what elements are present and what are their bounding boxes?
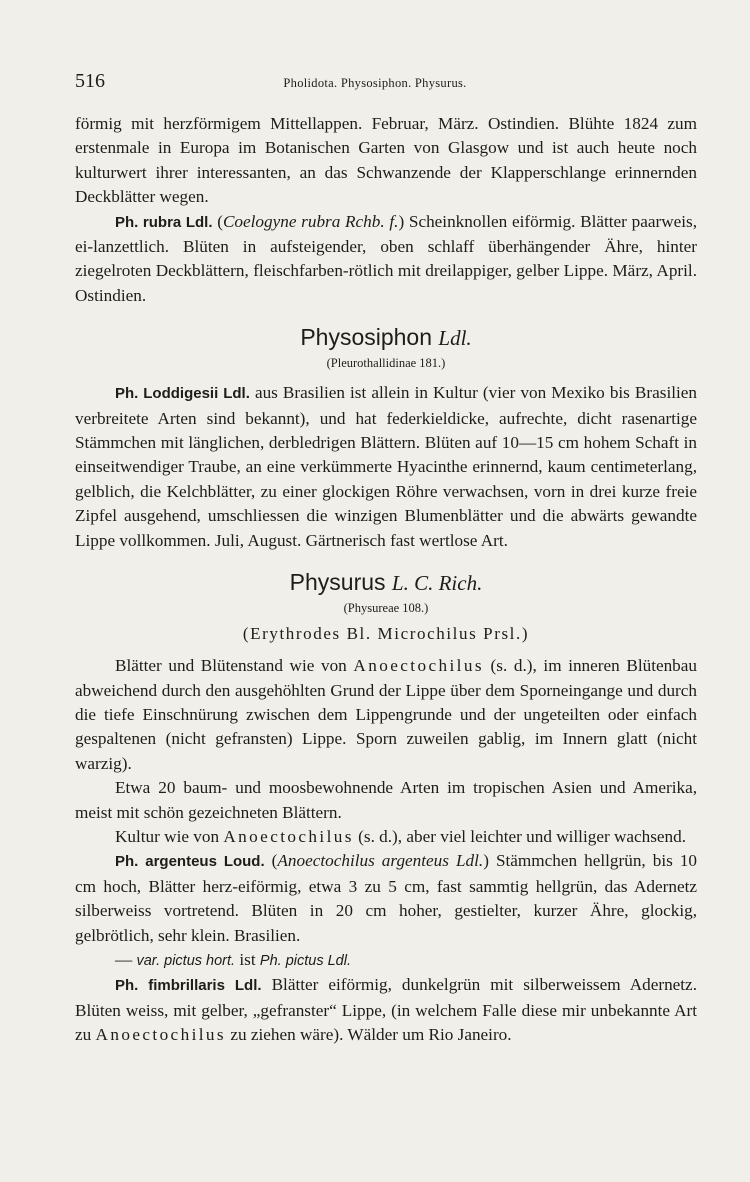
species-reference: Ph. pictus Ldl.: [259, 952, 351, 969]
paragraph-ph-fimbrillaris: [75, 973, 697, 1047]
text: (s. d.), aber viel leichter und williger wachsend.: [353, 826, 687, 846]
synonym: Anoectochilus argenteus Ldl.: [277, 851, 484, 871]
species-name: Ph. argenteus Loud.: [115, 853, 265, 871]
paragraph-genus-description: [75, 654, 697, 776]
species-name: Ph. Loddigesii Ldl.: [115, 385, 250, 403]
paragraph-continuation: förmig mit herzförmigem Mittellappen. Februar, März. Ostindien. Blühte 1824 zum erstenmale in Europa im Botanischen Garten von Glasgow und ist auch heute noch kulturwert ihrer interessanten, an das Schwanzende der Klapperschlange erinnernden Deckblätter wegen.: [75, 114, 697, 207]
genus-title: Physosiphon: [300, 324, 433, 351]
genus-heading-physurus: [75, 567, 697, 598]
description: Scheinknollen eiförmig. Blätter paarweis, ei-lanzettlich. Blüten in aufsteigender, oben schlaff überhängender Ähre, hinter ziegelroten Deckblättern, fleischfarben-rötlich mit dreilappiger, gelber Lippe. März, April. Ostindien.: [75, 211, 697, 305]
paren: ): [398, 211, 405, 231]
species-name: Ph. fimbrillaris Ldl.: [115, 977, 262, 995]
paragraph-species-count: Etwa 20 baum- und moosbewohnende Arten im tropischen Asien und Amerika, meist mit schön gezeichneten Blättern.: [75, 778, 697, 822]
genus-author: Ldl.: [438, 326, 472, 351]
variety-name: var. pictus hort.: [136, 952, 236, 969]
tribe-note: (Physureae 108.): [343, 601, 429, 616]
paren: ): [483, 851, 489, 871]
text: Blätter und Blütenstand wie von: [115, 656, 354, 676]
genus-reference: Anoectochilus: [223, 826, 354, 846]
genus-reference: Anoectochilus: [95, 1025, 227, 1045]
description: Blätter eiförmig, dunkelgrün mit silberweissem Adernetz. Blüten weiss, mit gelber, „gefranster“ Lippe, (in welchem Falle diese mir unbekannte Art zu: [75, 975, 697, 1045]
genus-title: Physurus: [289, 569, 386, 596]
text: (s. d.), im inneren Blütenbau abweichend durch den ausgehöhlten Grund der Lippe über dem Sporneingange und durch die tiefe Einschnürung zwischen dem Lippengrunde und der ungeteilten oder einfach gespaltenen (nicht gefransten) Lippe. Sporn zuweilen gablig, im Innern glatt (nicht warzig).: [75, 656, 698, 773]
page-header: [75, 68, 675, 94]
body-text: [75, 112, 697, 1048]
paragraph-ph-rubra: [75, 210, 697, 309]
description: zu ziehen wäre). Wälder um Rio Janeiro.: [226, 1025, 512, 1045]
species-name: Ph. rubra Ldl.: [115, 213, 213, 231]
paragraph-ph-loddigesii: [75, 381, 697, 553]
genus-heading-physosiphon: [75, 322, 697, 353]
genus-author: L. C. Rich.: [391, 571, 483, 596]
dash: —: [115, 949, 137, 969]
synonym: Coelogyne rubra Rchb. f.: [222, 211, 399, 231]
text: Kultur wie von: [115, 826, 224, 846]
paragraph-culture: [75, 825, 697, 849]
genus-reference: Anoectochilus: [353, 656, 484, 676]
running-head: Pholidota. Physosiphon. Physurus.: [283, 76, 467, 90]
text: ist: [235, 949, 260, 969]
paragraph-variety: [75, 948, 697, 973]
paragraph-ph-argenteus: [75, 849, 697, 948]
page-number: 516: [75, 70, 105, 92]
paren: (: [271, 851, 278, 871]
description: aus Brasilien ist allein in Kultur (vier von Mexiko bis Brasilien verbreitete Arten sind bekannt), und hat federkieldicke, aufrechte, dicht rasenartige Stämmchen mit länglichen, derbledrigen Blättern. Blüten auf 10—15 cm hohem Schaft in einseitwendiger Traube, an eine verkümmerte Hyacinthe erinnernd, kaum centimeterlang, gelblich, die Kelchblätter, zu einer glockigen Röhre verwachsen, vorn in drei kurze freie Zipfel ausgehend, umschliessen die winzigen Blumenblätter und die abwärts gewandte Lippe vollkommen. Juli, August. Gärtnerisch fast wertlose Art.: [75, 383, 697, 550]
description: Stämmchen hellgrün, bis 10 cm hoch, Blätter herz-eiförmig, etwa 3 zu 5 cm, fast sammtig hellgrün, das Adernetz silberweiss vortretend. Blüten in 20 cm hoher, gestielter, kurzer Ähre, glockig, gelbrötlich, sehr klein. Brasilien.: [75, 851, 697, 945]
genus-synonyms: (Erythrodes Bl. Microchilus Prsl.): [242, 624, 530, 644]
paren: (: [217, 211, 223, 231]
tribe-note: (Pleurothallidinae 181.): [326, 356, 446, 371]
